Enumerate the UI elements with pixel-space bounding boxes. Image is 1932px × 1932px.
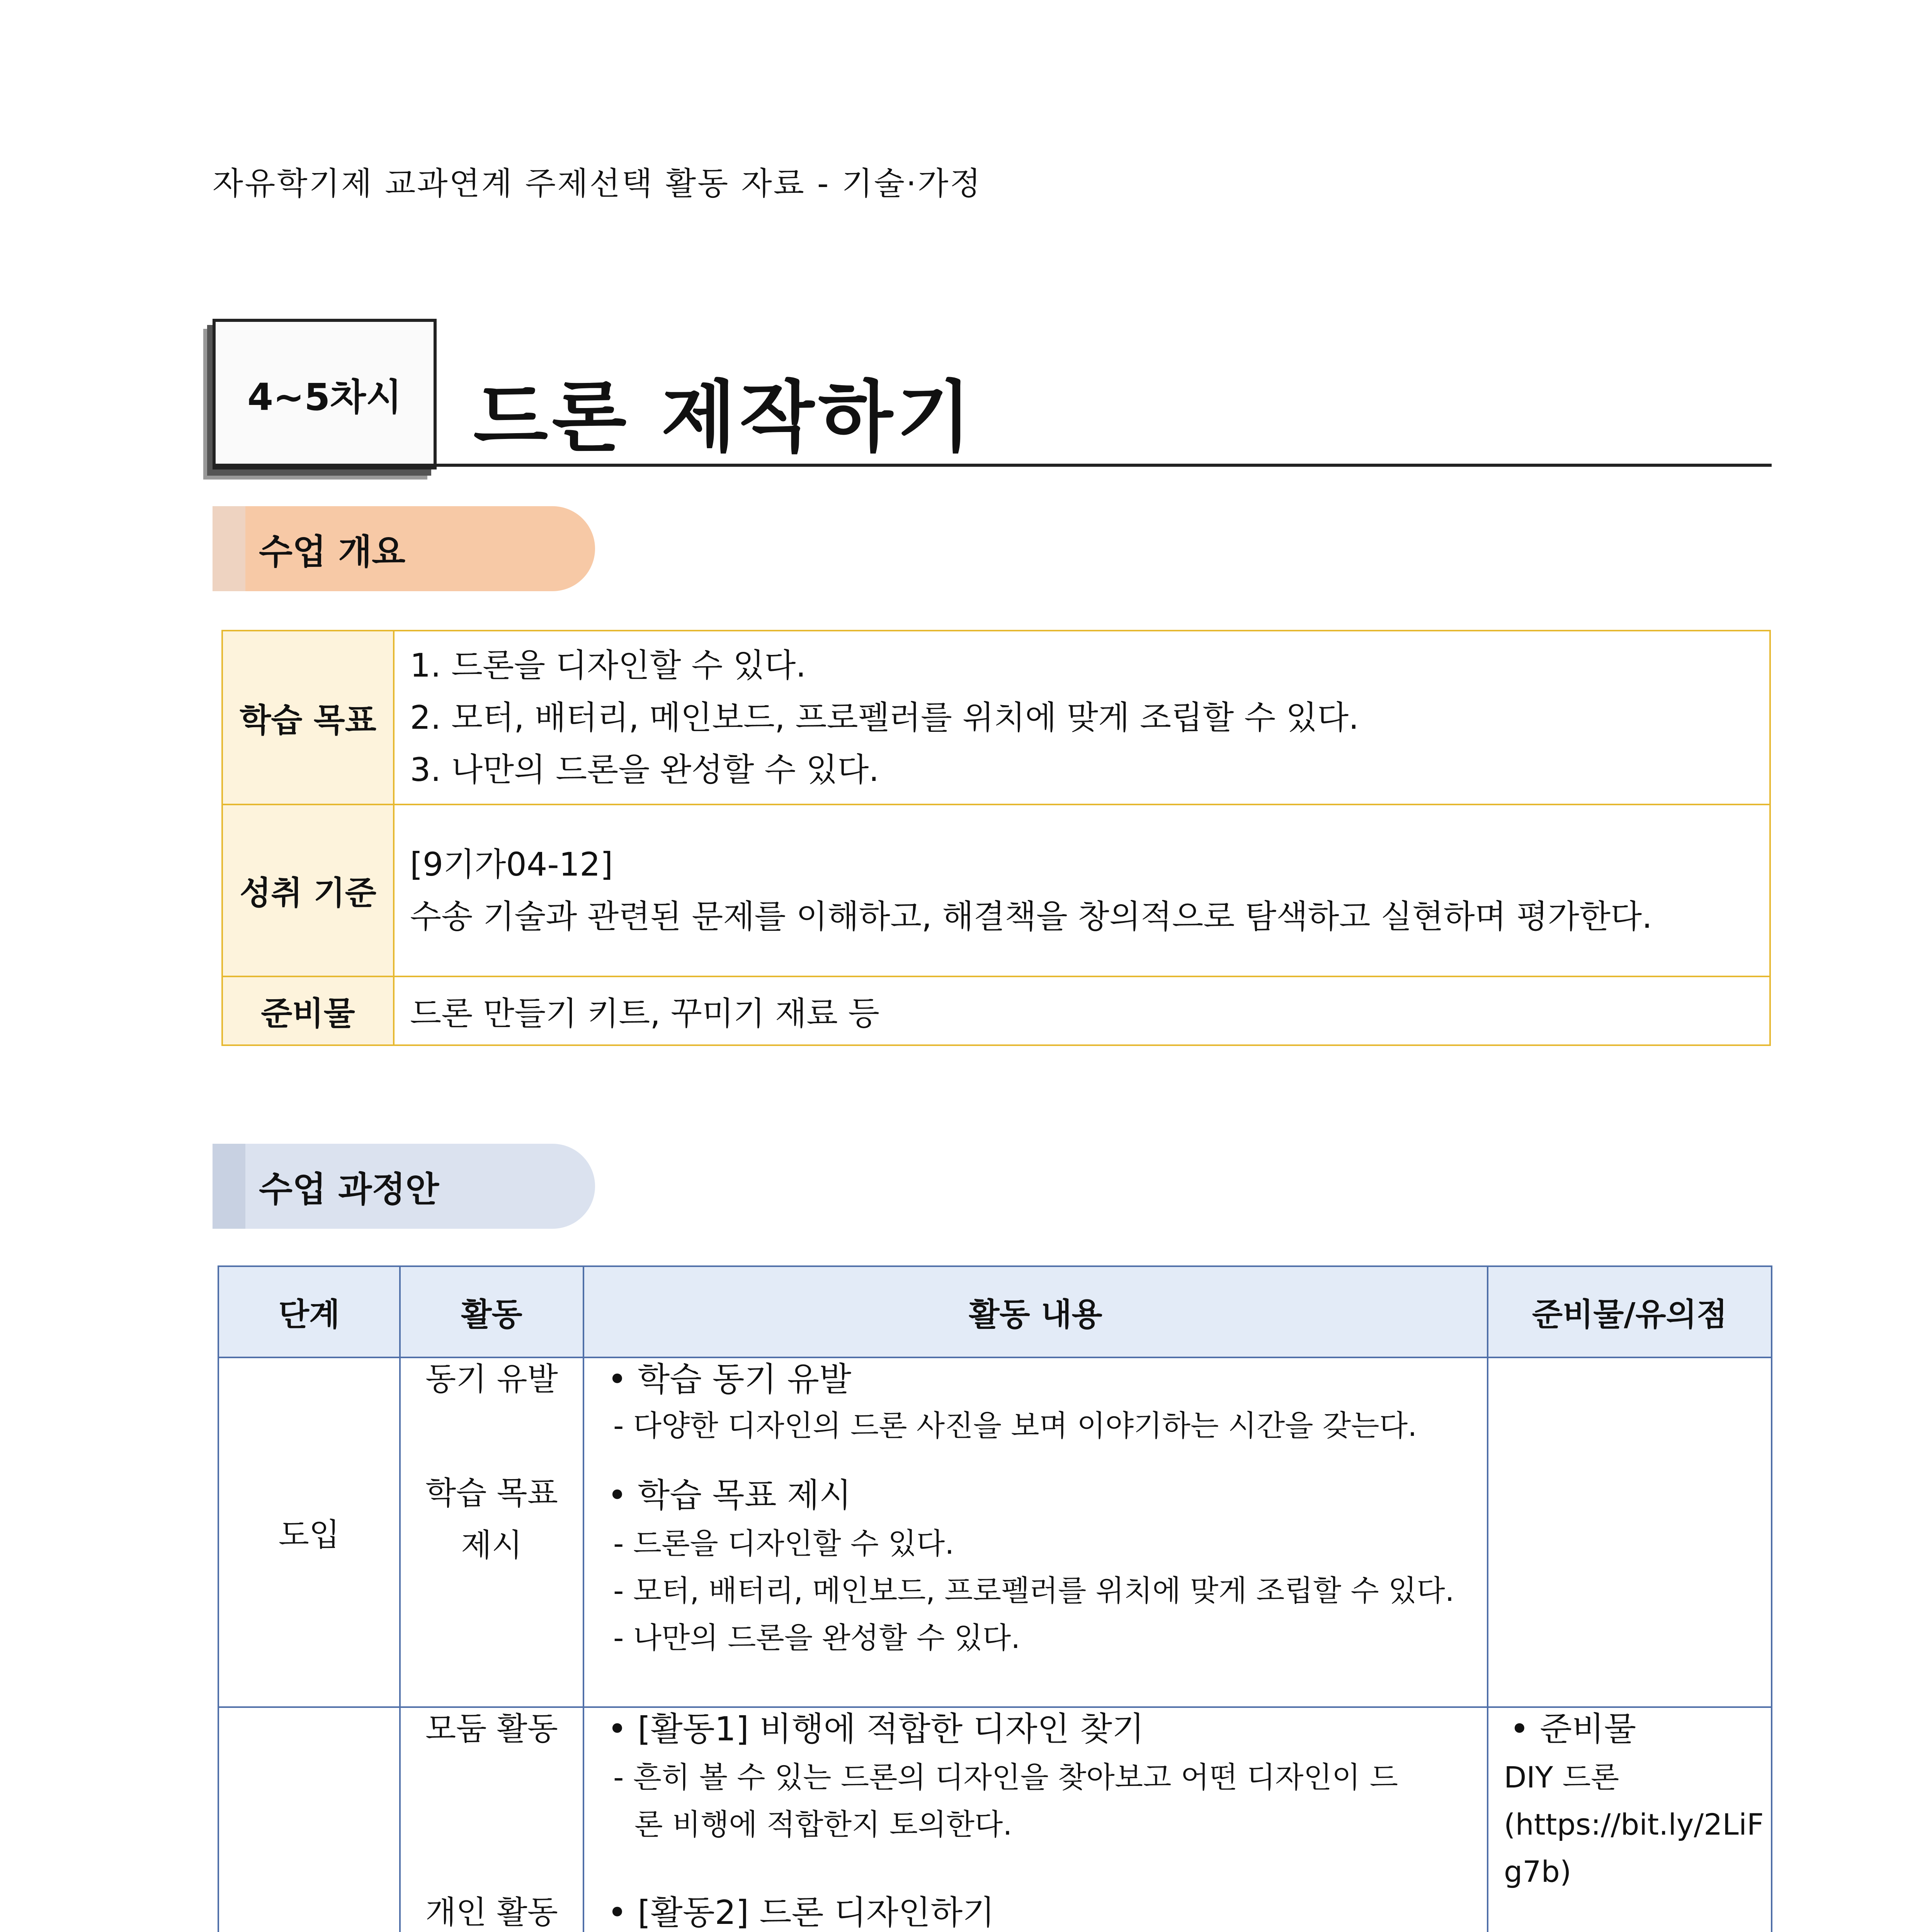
goals-row [222,631,1770,804]
dev-content-cell [583,1707,1488,1932]
detail-item: - 흔히 볼 수 있는 드론의 디자인을 찾아보고 어떤 디자인이 드 [613,1760,1398,1794]
title-divider [213,464,1772,467]
dev-activity-cell [400,1707,583,1932]
standard-cell [394,804,1770,976]
goal-item: 2. 모터, 배터리, 메인보드, 프로펠러를 위치에 맞게 조립할 수 있다. [410,698,1359,736]
col-header-content: 활동 내용 [583,1266,1488,1357]
col-header-stage: 단계 [218,1266,400,1357]
col-header-notes: 준비물/유의점 [1488,1266,1772,1357]
section-heading-label: 수업 개요 [259,532,406,572]
activity-label: 동기 유발 [425,1361,558,1398]
overview-table [221,630,1771,1046]
activity-label: 모둠 활동 [425,1711,558,1747]
intro-activity-cell [400,1357,583,1707]
detail-item: 론 비행에 적합한지 토의한다. [634,1807,1012,1842]
intro-row [218,1357,1772,1707]
standard-text: 수송 기술과 관련된 문제를 이해하고, 해결책을 창의적으로 탐색하고 실현하며 평가한다. [410,897,1652,935]
standard-code: [9기가04-12] [410,845,613,883]
page-header: 자유학기제 교과연계 주제선택 활동 자료 - 기술·가정 [213,165,982,202]
bullet-item: • [활동2] 드론 디자인하기 [607,1893,995,1932]
activity-label: 학습 목표 [425,1475,558,1512]
section-heading-process [213,1144,595,1229]
notes-line: g7b) [1504,1854,1571,1889]
standard-row [222,804,1770,976]
col-header-activity: 활동 [400,1266,583,1357]
standard-label: 성취 기준 [222,804,394,976]
dev-notes-cell [1488,1707,1772,1932]
materials-label: 준비물 [222,976,394,1045]
bullet-item: • [활동1] 비행에 적합한 디자인 찾기 [607,1710,1145,1748]
goal-item: 3. 나만의 드론을 완성할 수 있다. [410,750,879,789]
bullet-item: • 학습 목표 제시 [607,1476,852,1515]
notes-line: (https://bit.ly/2LiF [1504,1807,1764,1842]
detail-item: - 모터, 배터리, 메인보드, 프로펠러를 위치에 맞게 조립할 수 있다. [613,1573,1454,1608]
activity-label: 제시 [461,1527,522,1564]
lesson-badge: 4~5차시 [213,319,437,469]
activity-label: 개인 활동 [425,1894,558,1931]
materials-row [222,976,1770,1045]
intro-notes-cell [1488,1357,1772,1707]
stage-intro: 도입 [218,1357,400,1707]
stage-dev [218,1707,400,1932]
process-header-row [218,1266,1772,1357]
heading-stripe [213,1144,245,1229]
materials-cell: 드론 만들기 키트, 꾸미기 재료 등 [394,976,1770,1045]
detail-item: - 다양한 디자인의 드론 사진을 보며 이야기하는 시간을 갖는다. [613,1408,1417,1443]
intro-content-cell [583,1357,1488,1707]
notes-bullet: • 준비물 [1510,1710,1636,1748]
goals-cell [394,631,1770,804]
process-table [218,1265,1772,1932]
section-heading-label: 수업 과정안 [259,1169,439,1210]
section-heading-overview [213,506,595,591]
detail-item: - 드론을 디자인할 수 있다. [613,1526,954,1561]
goals-label: 학습 목표 [222,631,394,804]
dev-row [218,1707,1772,1932]
notes-line: DIY 드론 [1504,1760,1619,1794]
detail-item: - 나만의 드론을 완성할 수 있다. [613,1621,1020,1655]
heading-stripe [213,506,245,591]
goal-item: 1. 드론을 디자인할 수 있다. [410,646,806,684]
page-title: 드론 제작하기 [473,372,975,463]
bullet-item: • 학습 동기 유발 [607,1360,852,1399]
